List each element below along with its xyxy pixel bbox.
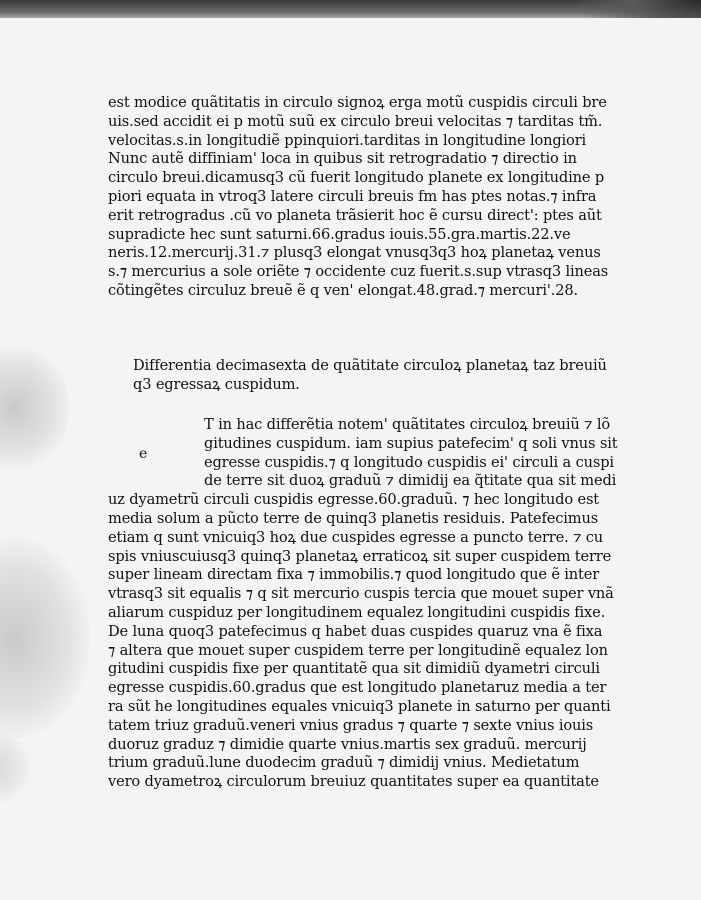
paragraph-1	[108, 94, 653, 301]
text-line: egresse cuspidis.⁊ q longitudo cuspidis ei' circuli a cuspi	[204, 453, 614, 471]
text-line: cõtingẽtes circuluz breuẽ ẽ q ven' elongat.48.grad.⁊ mercuri'.28.	[108, 281, 579, 299]
book-page	[0, 18, 701, 900]
text-line: ⁊ altera que mouet super cuspidem terre per longitudinẽ equalez lon	[108, 641, 608, 659]
text-line: vero dyametroꝝ circulorum breuiuz quantitates super ea quantitate	[108, 773, 599, 791]
text-line: est modice quãtitatis in circulo signoꝝ erga motũ cuspidis circuli bre	[108, 94, 607, 111]
water-stain	[0, 538, 90, 738]
marginal-letter: e	[139, 446, 148, 462]
text-line: de terre sit duoꝝ graduũ ⁊ dimidij ea q̃titate qua sit medi	[204, 472, 617, 490]
text-line: spis vniuscuiusq3 quinq3 planetaꝝ erraticoꝝ sit super cuspidem terre	[108, 547, 612, 565]
text-line: circulo breui.dicamusq3 cũ fuerit longitudo planete ex longitudine p	[108, 169, 605, 187]
text-line: supradicte hec sunt saturni.66.gradus iouis.55.gra.martis.22.ve	[108, 225, 571, 243]
heading-line: q3 egressaꝝ cuspidum.	[133, 375, 300, 393]
text-line: piori equata in vtroq3 latere circuli breuis fm has ptes notas.⁊ infra	[108, 187, 597, 205]
text-line: gitudini cuspidis fixe per quantitatẽ qua sit dimidiũ dyametri circuli	[108, 660, 600, 678]
text-line: super lineam directam fixa ⁊ immobilis.⁊ quod longitudo que ẽ inter	[108, 566, 600, 584]
text-line: trium graduũ.lune duodecim graduũ ⁊ dimidij vnius. Medietatum	[108, 754, 580, 772]
section-heading	[133, 357, 663, 395]
text-line: duoruz graduz ⁊ dimidie quarte vnius.martis sex graduũ. mercurij	[108, 735, 587, 753]
heading-line: Differentia decimasexta de quãtitate circuloꝝ planetaꝝ taz breuiũ	[133, 357, 607, 374]
text-line: gitudines cuspidum. iam supius patefecim' q soli vnus sit	[204, 434, 618, 452]
text-line: media solum a pũcto terre de quinq3 planetis residuis. Patefecimus	[108, 509, 599, 527]
text-line: uis.sed accidit ei p motũ suũ ex circulo breui velocitas ⁊ tarditas tm̃.	[108, 112, 603, 130]
text-line: tatem triuz graduũ.veneri vnius gradus ⁊ quarte ⁊ sexte vnius iouis	[108, 716, 594, 734]
text-line: velocitas.s.in longitudiẽ ppinquiori.tarditas in longitudine longiori	[108, 131, 587, 149]
text-line: neris.12.mercurij.31.⁊ plusq3 elongat vnusq3q3 hoꝝ planetaꝝ venus	[108, 244, 601, 262]
text-line: aliarum cuspiduz per longitudinem equalez longitudini cuspidis fixe.	[108, 603, 606, 621]
text-line: ra sũt he longitudines equales vnicuiq3 planete in saturno per quanti	[108, 697, 611, 715]
text-line: erit retrogradus .cũ vo planeta trãsierit hoc ẽ cursu direct': ptes aũt	[108, 206, 602, 224]
water-stain	[0, 348, 70, 468]
water-stain	[0, 733, 30, 803]
text-line: De luna quoq3 patefecimus q habet duas cuspides quaruz vna ẽ fixa	[108, 622, 603, 640]
text-line: egresse cuspidis.60.gradus que est longitudo planetaruz media a ter	[108, 679, 607, 697]
text-line: etiam q sunt vnicuiq3 hoꝝ due cuspides egresse a puncto terre. ⁊ cu	[108, 528, 604, 546]
text-line: T in hac differẽtia notem' quãtitates circuloꝝ breuiũ ⁊ lõ	[204, 416, 610, 433]
text-line: s.⁊ mercurius a sole oriẽte ⁊ occidente cuz fuerit.s.sup vtrasq3 lineas	[108, 263, 609, 281]
text-line: vtrasq3 sit equalis ⁊ q sit mercurio cuspis tercia que mouet super vnã	[108, 585, 614, 603]
text-line: Nunc autẽ diffiniam' loca in quibus sit retrogradatio ⁊ directio in	[108, 150, 577, 168]
paragraph-2	[108, 416, 653, 792]
text-line: uz dyametrũ circuli cuspidis egresse.60.graduũ. ⁊ hec longitudo est	[108, 491, 600, 509]
